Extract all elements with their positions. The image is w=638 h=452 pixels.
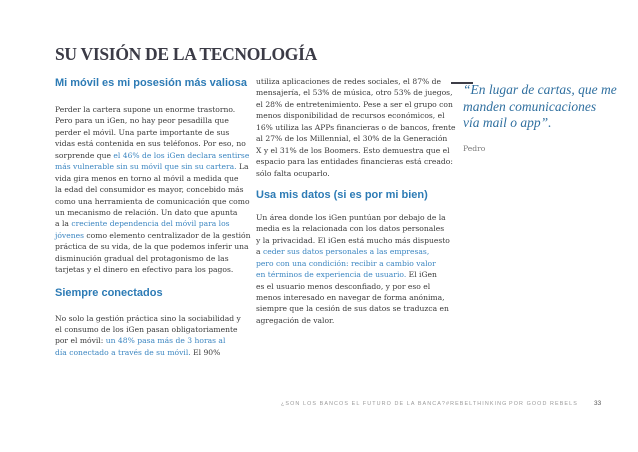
text-span: el consumo de los iGen pasan obligatoriamente <box>55 325 238 334</box>
text-line <box>256 269 437 280</box>
text-line <box>55 264 240 275</box>
highlight-text: en términos de experiencia de usuario. <box>256 270 407 280</box>
text-span: es el usuario menos desconfiado, y por eso el <box>256 281 431 291</box>
highlight-text: jóvenes <box>55 230 84 240</box>
text-line <box>55 150 250 161</box>
text-line <box>256 258 436 269</box>
column-left <box>55 76 251 358</box>
text-span: disminución gradual del protagonismo de las <box>55 253 229 263</box>
text-line <box>55 138 246 149</box>
section-heading-datos: Usa mis datos (si es por mi bien) <box>256 188 428 201</box>
text-span: práctica de su vida, de la que podemos inferir una <box>55 242 249 252</box>
text-line: el 28% de entretenimiento. Pese a ser el grupo con <box>256 99 453 109</box>
text-line <box>55 218 240 229</box>
quote-line: manden comunicaciones <box>463 98 597 114</box>
highlight-text: el 46% de los iGen declara sentirse <box>113 150 250 160</box>
text-span: La <box>236 162 249 172</box>
text-line <box>256 303 449 314</box>
text-span: Un área donde los iGen puntúan por debajo de la <box>256 212 446 222</box>
text-line <box>55 253 240 264</box>
text-span: agregación de valor. <box>256 315 335 325</box>
text-span: por el móvil: <box>55 336 106 346</box>
text-span: siempre que la cesión de sus datos se traduzca en <box>256 304 449 314</box>
text-line: menos disponibilidad de recursos económicos, el <box>256 111 445 121</box>
text-span: No solo la gestión práctica sino la sociabilidad y <box>55 313 241 323</box>
text-span: la edad del consumidor es mayor, concebido más <box>55 185 244 195</box>
text-span: sorprende que <box>55 150 114 160</box>
text-line <box>55 104 240 115</box>
footer-credit: POR GOOD REBELS <box>509 401 578 407</box>
text-span: vida gira menos en torno al móvil a medida que <box>55 173 239 183</box>
text-line <box>55 324 240 335</box>
footer-hashtag: #REBELTHINKING <box>446 401 508 407</box>
footer-publication: ¿SON LOS BANCOS EL FUTURO DE LA BANCA? <box>281 401 447 407</box>
highlight-text: un 48% pasa más de 3 horas al <box>105 336 226 346</box>
paragraph-apps <box>256 76 456 179</box>
text-span: El iGen <box>406 270 437 280</box>
section-heading-conectados: Siempre conectados <box>55 286 163 299</box>
text-span: un mecanismo de relación. Un dato que apunta <box>55 207 238 217</box>
text-line <box>256 292 445 303</box>
text-line: 16% utiliza las APPs financieras o de bancos, frente <box>256 122 456 132</box>
text-span: como elemento centralizador de la gestión <box>84 230 251 240</box>
text-line <box>55 313 240 324</box>
text-line <box>55 196 250 207</box>
paragraph-datos <box>256 212 450 326</box>
text-span: como una herramienta de comunicación que como <box>55 196 250 206</box>
text-line: al 27% de los Millennial, el 30% de la Generación <box>256 134 448 144</box>
text-line <box>55 241 249 252</box>
highlight-text: día conectado a través de su móvil. <box>55 347 191 357</box>
column-middle <box>256 76 456 326</box>
section-heading-movil: Mi móvil es mi posesión más valiosa <box>55 77 247 89</box>
text-line <box>55 115 240 126</box>
page-title: SU VISIÓN DE LA TECNOLOGÍA <box>55 44 317 64</box>
text-span: menos interesado en navegar de forma anónima, <box>256 293 445 302</box>
text-span: tarjetas y el dinero en efectivo para los pagos. <box>55 265 234 275</box>
text-line: X y el 31% de los Boomers. Esto demuestra que el <box>256 145 450 155</box>
text-line <box>256 315 431 326</box>
quote-line: “En lugar de cartas, que me <box>463 82 617 97</box>
text-line <box>55 161 249 172</box>
text-line: sólo falta ocuparlo. <box>256 168 330 178</box>
highlight-text: ceder sus datos personales a las empresas, <box>262 247 430 257</box>
text-span: Perder la cartera supone un enorme trastorno. <box>55 105 236 114</box>
text-span: Pero para un iGen, no hay peor pesadilla que <box>55 116 229 126</box>
quote-text <box>463 82 617 132</box>
text-span: a la <box>55 219 72 229</box>
text-span: a <box>256 247 263 257</box>
text-line <box>55 207 240 218</box>
text-span: y la privacidad. El iGen está mucho más dispuesto <box>256 235 450 245</box>
paragraph-conectados <box>55 313 240 359</box>
text-line <box>55 127 240 138</box>
text-span: perder el móvil. Una parte importante de sus <box>55 127 230 137</box>
text-line: utiliza aplicaciones de redes sociales, el 87% de <box>256 77 442 86</box>
text-line <box>55 335 240 346</box>
highlight-text: creciente dependencia del móvil para los <box>71 219 230 229</box>
text-line <box>256 223 445 234</box>
text-line <box>256 281 431 292</box>
highlight-text: pero con una condición: recibir a cambio valor <box>256 258 436 268</box>
text-line: mensajería, el 53% de música, otro 53% de juegos, <box>256 88 453 98</box>
text-line <box>55 173 240 184</box>
text-span: vidas está contenida en sus teléfonos. Por eso, no <box>55 139 246 149</box>
text-line <box>256 212 446 223</box>
text-line <box>256 235 450 246</box>
text-line <box>256 246 431 257</box>
text-line <box>55 230 251 241</box>
quote-line: vía mail o app”. <box>463 115 552 130</box>
text-line <box>55 184 244 195</box>
text-line: espacio para las entidades financieras está creado: <box>256 157 453 167</box>
text-line <box>55 347 240 358</box>
text-span: El 90% <box>190 347 221 357</box>
page-number: 33 <box>594 400 602 407</box>
highlight-text: más vulnerable sin su móvil que sin su cartera. <box>55 162 237 172</box>
quote-author: Pedro <box>463 144 486 153</box>
paragraph-movil <box>55 104 251 276</box>
text-span: media es la relacionada con los datos personales <box>256 224 445 234</box>
